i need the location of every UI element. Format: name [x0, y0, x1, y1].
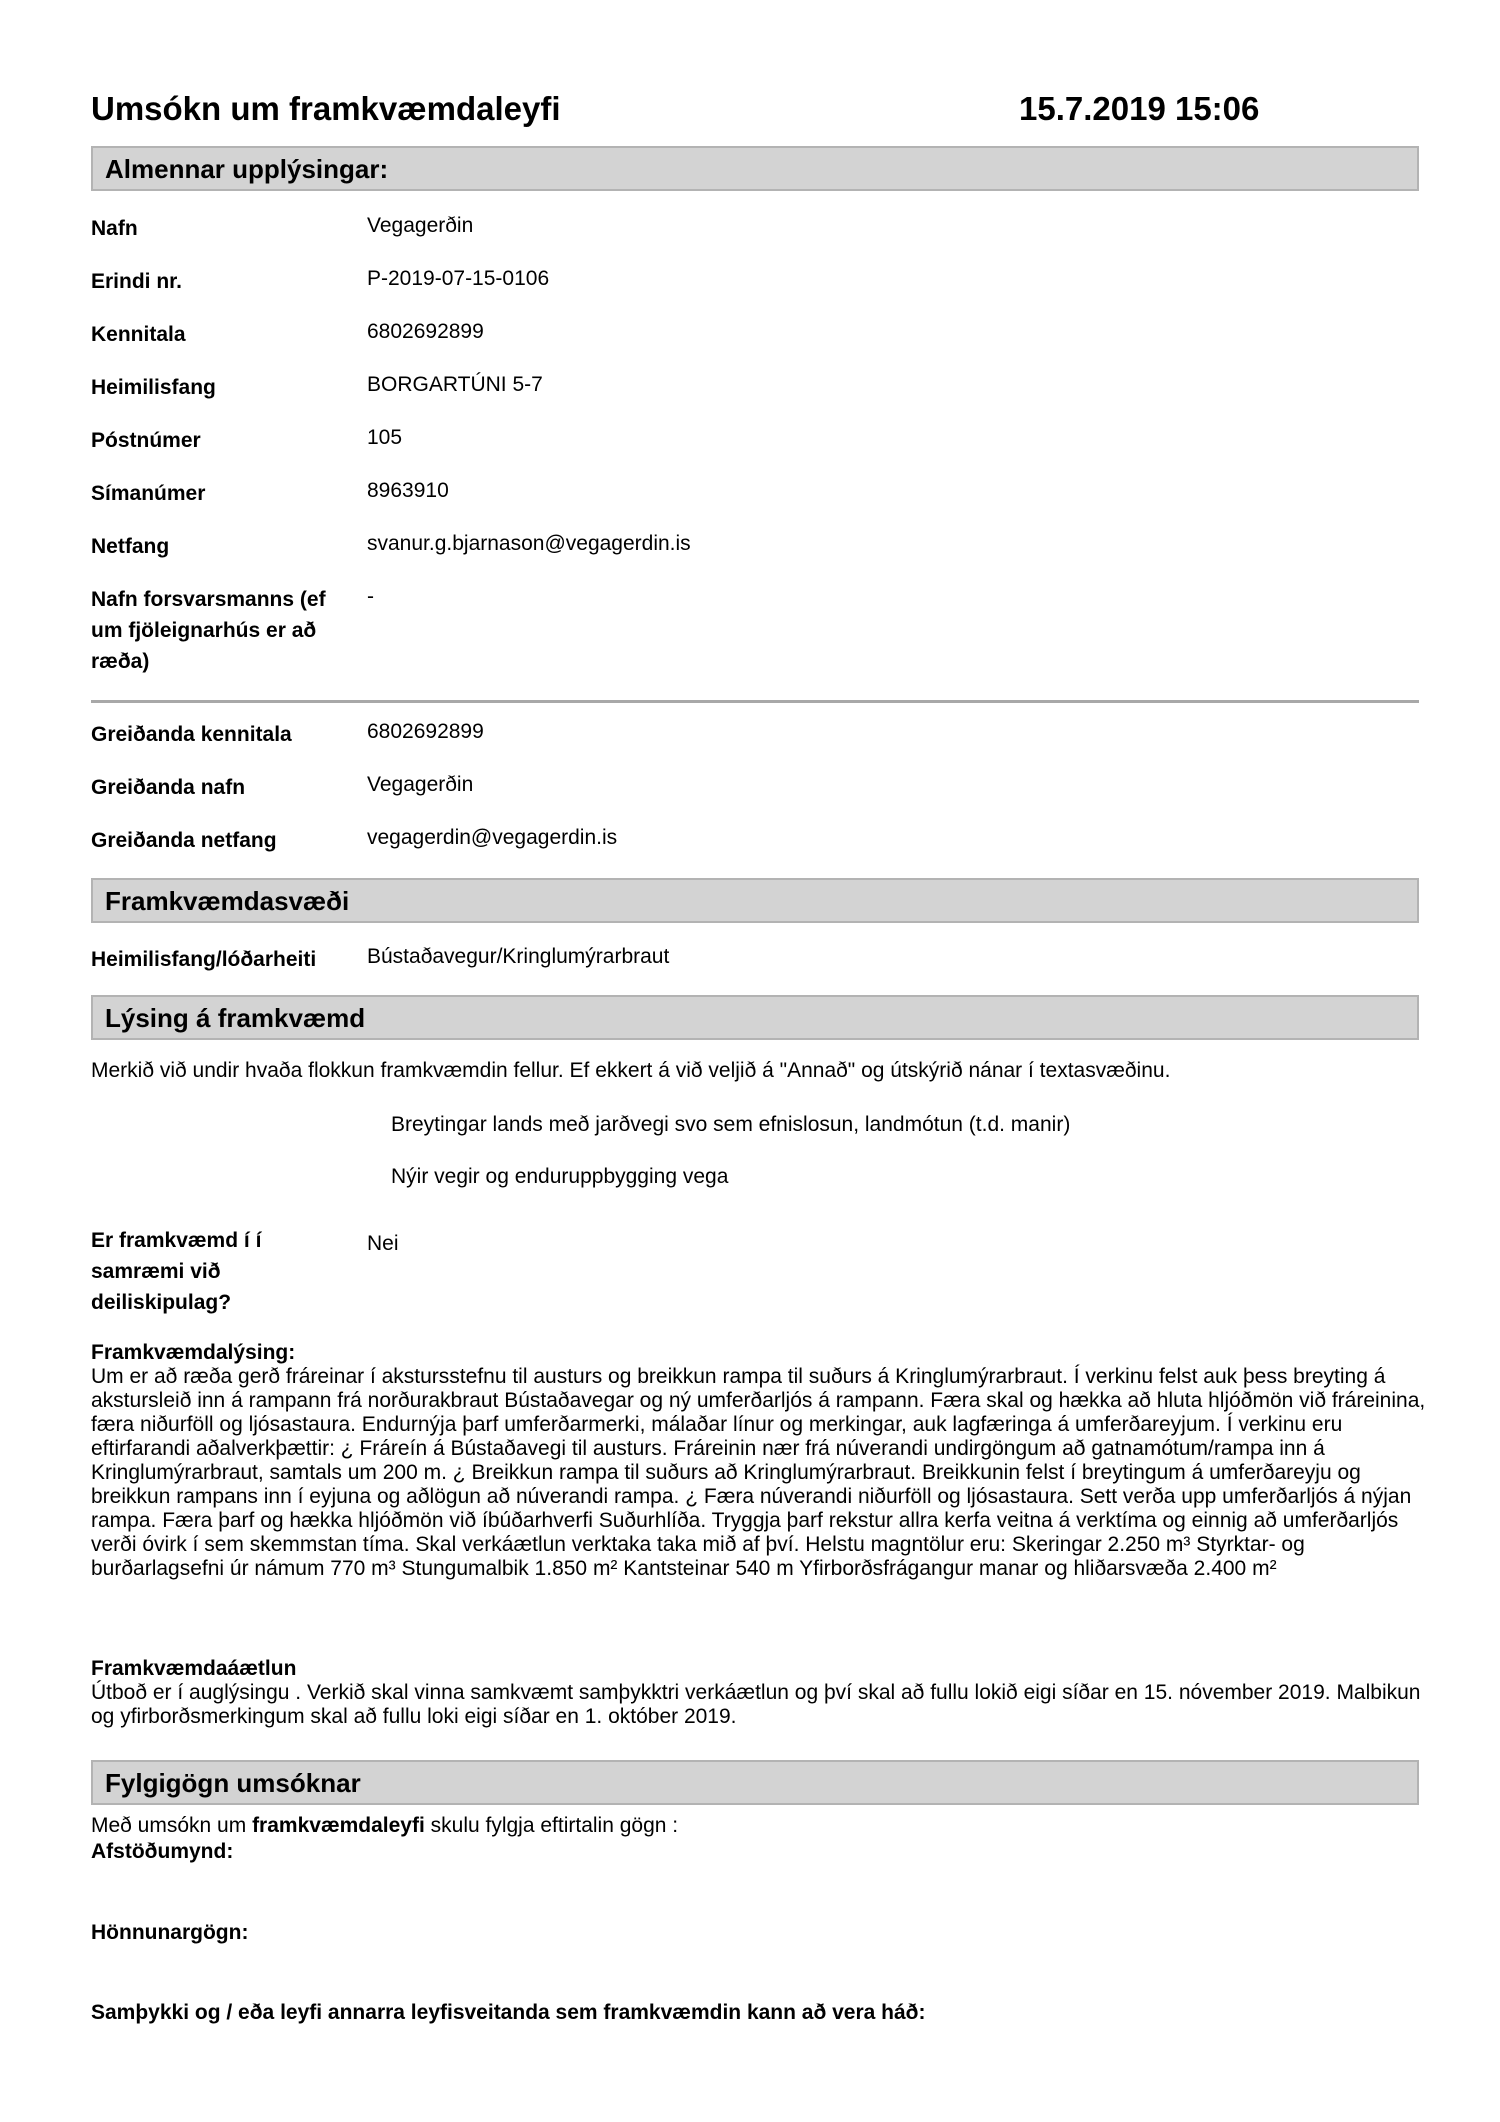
attachment-item-site-plan: Afstöðumynd: [91, 1840, 234, 1863]
category-item: Breytingar lands með jarðvegi svo sem efnislosun, landmótun (t.d. manir) [391, 1113, 1071, 1136]
field-label-plan-compliance: Er framkvæmd í í samræmi við deiliskipulag? [91, 1229, 262, 1314]
attachments-intro-post: skulu fylgja eftirtalin gögn : [424, 1814, 679, 1837]
section-divider [91, 700, 1419, 703]
field-value-payer-id: 6802692899 [367, 720, 484, 743]
field-label-postal-code: Póstnúmer [91, 429, 201, 452]
schedule-text: Útboð er í auglýsingu . Verkið skal vinna samkvæmt samþykktri verkáætlun og því skal að fullu lokið eigi síðar en 15. nóvember 2019. Malbikun og yfirborðsmerkingum skal að fullu loki eigi síðar en 1. október 2019. [91, 1681, 1421, 1728]
field-label-id-number: Kennitala [91, 323, 186, 346]
field-label-name: Nafn [91, 217, 138, 240]
field-label-email: Netfang [91, 535, 170, 558]
field-label-case-number: Erindi nr. [91, 270, 183, 293]
field-value-area: Bústaðavegur/Kringlumýrarbraut [367, 945, 670, 968]
attachment-item-design-documents: Hönnunargögn: [91, 1921, 249, 1944]
field-value-name: Vegagerðin [367, 214, 474, 237]
field-value-postal-code: 105 [367, 426, 403, 449]
field-value-case-number: P-2019-07-15-0106 [367, 267, 550, 290]
document-timestamp: 15.7.2019 15:06 [1019, 90, 1260, 127]
schedule-label: Framkvæmdaáætlun [91, 1657, 297, 1680]
field-label-payer-name: Greiðanda nafn [91, 776, 246, 799]
description-label: Framkvæmdalýsing: [91, 1341, 296, 1364]
category-item: Nýir vegir og enduruppbygging vega [391, 1165, 729, 1188]
description-text: Um er að ræða gerð fráreinar í akstursstefnu til austurs og breikkun rampa til suðurs á Kringlumýrarbraut. Í verkinu felst auk þess breyting á akstursleið inn á rampann frá norðurakbraut Bústaðavegar og ný umferðarljós á rampann. Færa skal og hækka að hluta hljóðmön við fráreinina, færa niðurföll og ljósastaura. Endurnýja þarf umferðarmerki, málaðar línur og merkingar, auk lagfæringa á umferðareyjum. Í verkinu eru eftirfarandi aðalverkþættir: ¿ Fráreín á Bústaðavegi til austurs. Fráreinin nær frá núverandi undirgöngum að gatnamótum/rampa inn á Kringlumýrarbraut, samtals um 200 m. ¿ Breikkun rampa til suðurs að Kringlumýrarbraut. Breikkunin felst í breytingum á umferðareyju og breikkun rampans inn í eyjuna og aðlögun að núverandi rampa. ¿ Færa núverandi niðurföll og ljósastaura. Sett verða upp umferðarljós á nýjan rampa. Færa þarf og hækka hljóðmön við íbúðarhverfi Suðurhlíða. Tryggja þarf rekstur allra kerfa veitna á verktíma og einnig að umferðarljós verði óvirk í sem skemmstan tíma. Skal verkáætlun verktaka taka mið af því. Helstu magntölur eru: Skeringar 2.250 m³ Styrktar- og burðarlagsefni úr námum 770 m³ Stungumalbik 1.850 m² Kantsteinar 540 m Yfirborðsfrágangur manar og hliðarsvæða 2.400 m² [91, 1365, 1426, 1580]
field-value-address: BORGARTÚNI 5-7 [367, 373, 543, 396]
field-label-payer-id: Greiðanda kennitala [91, 723, 292, 746]
field-value-plan-compliance: Nei [367, 1232, 399, 1255]
section-area-header: Framkvæmdasvæði [91, 878, 1419, 923]
field-label-address: Heimilisfang [91, 376, 216, 399]
field-value-email: svanur.g.bjarnason@vegagerdin.is [367, 532, 691, 555]
field-value-payer-name: Vegagerðin [367, 773, 474, 796]
section-general-header: Almennar upplýsingar: [91, 146, 1419, 191]
attachments-intro [91, 1814, 1421, 1838]
field-value-payer-email: vegagerdin@vegagerdin.is [367, 826, 618, 849]
attachments-intro-pre: Með umsókn um [91, 1814, 253, 1837]
field-label-representative: Nafn forsvarsmanns (ef um fjöleignarhús er að ræða) [91, 588, 326, 673]
field-label-payer-email: Greiðanda netfang [91, 829, 277, 852]
section-description-header: Lýsing á framkvæmd [91, 995, 1419, 1040]
document-title: Umsókn um framkvæmdaleyfi [91, 90, 561, 127]
field-label-area: Heimilisfang/lóðarheiti [91, 948, 317, 971]
field-label-phone: Símanúmer [91, 482, 206, 505]
section-attachments-header: Fylgigögn umsóknar [91, 1760, 1419, 1805]
description-intro: Merkið við undir hvaða flokkun framkvæmdin fellur. Ef ekkert á við veljið á "Annað" og útskýrið nánar í textasvæðinu. [91, 1059, 1171, 1082]
field-value-id-number: 6802692899 [367, 320, 484, 343]
field-value-representative: - [367, 585, 374, 608]
attachments-intro-bold: framkvæmdaleyfi [252, 1814, 425, 1837]
field-value-phone: 8963910 [367, 479, 449, 502]
attachment-item-approvals: Samþykki og / eða leyfi annarra leyfisveitanda sem framkvæmdin kann að vera háð: [91, 2001, 926, 2024]
